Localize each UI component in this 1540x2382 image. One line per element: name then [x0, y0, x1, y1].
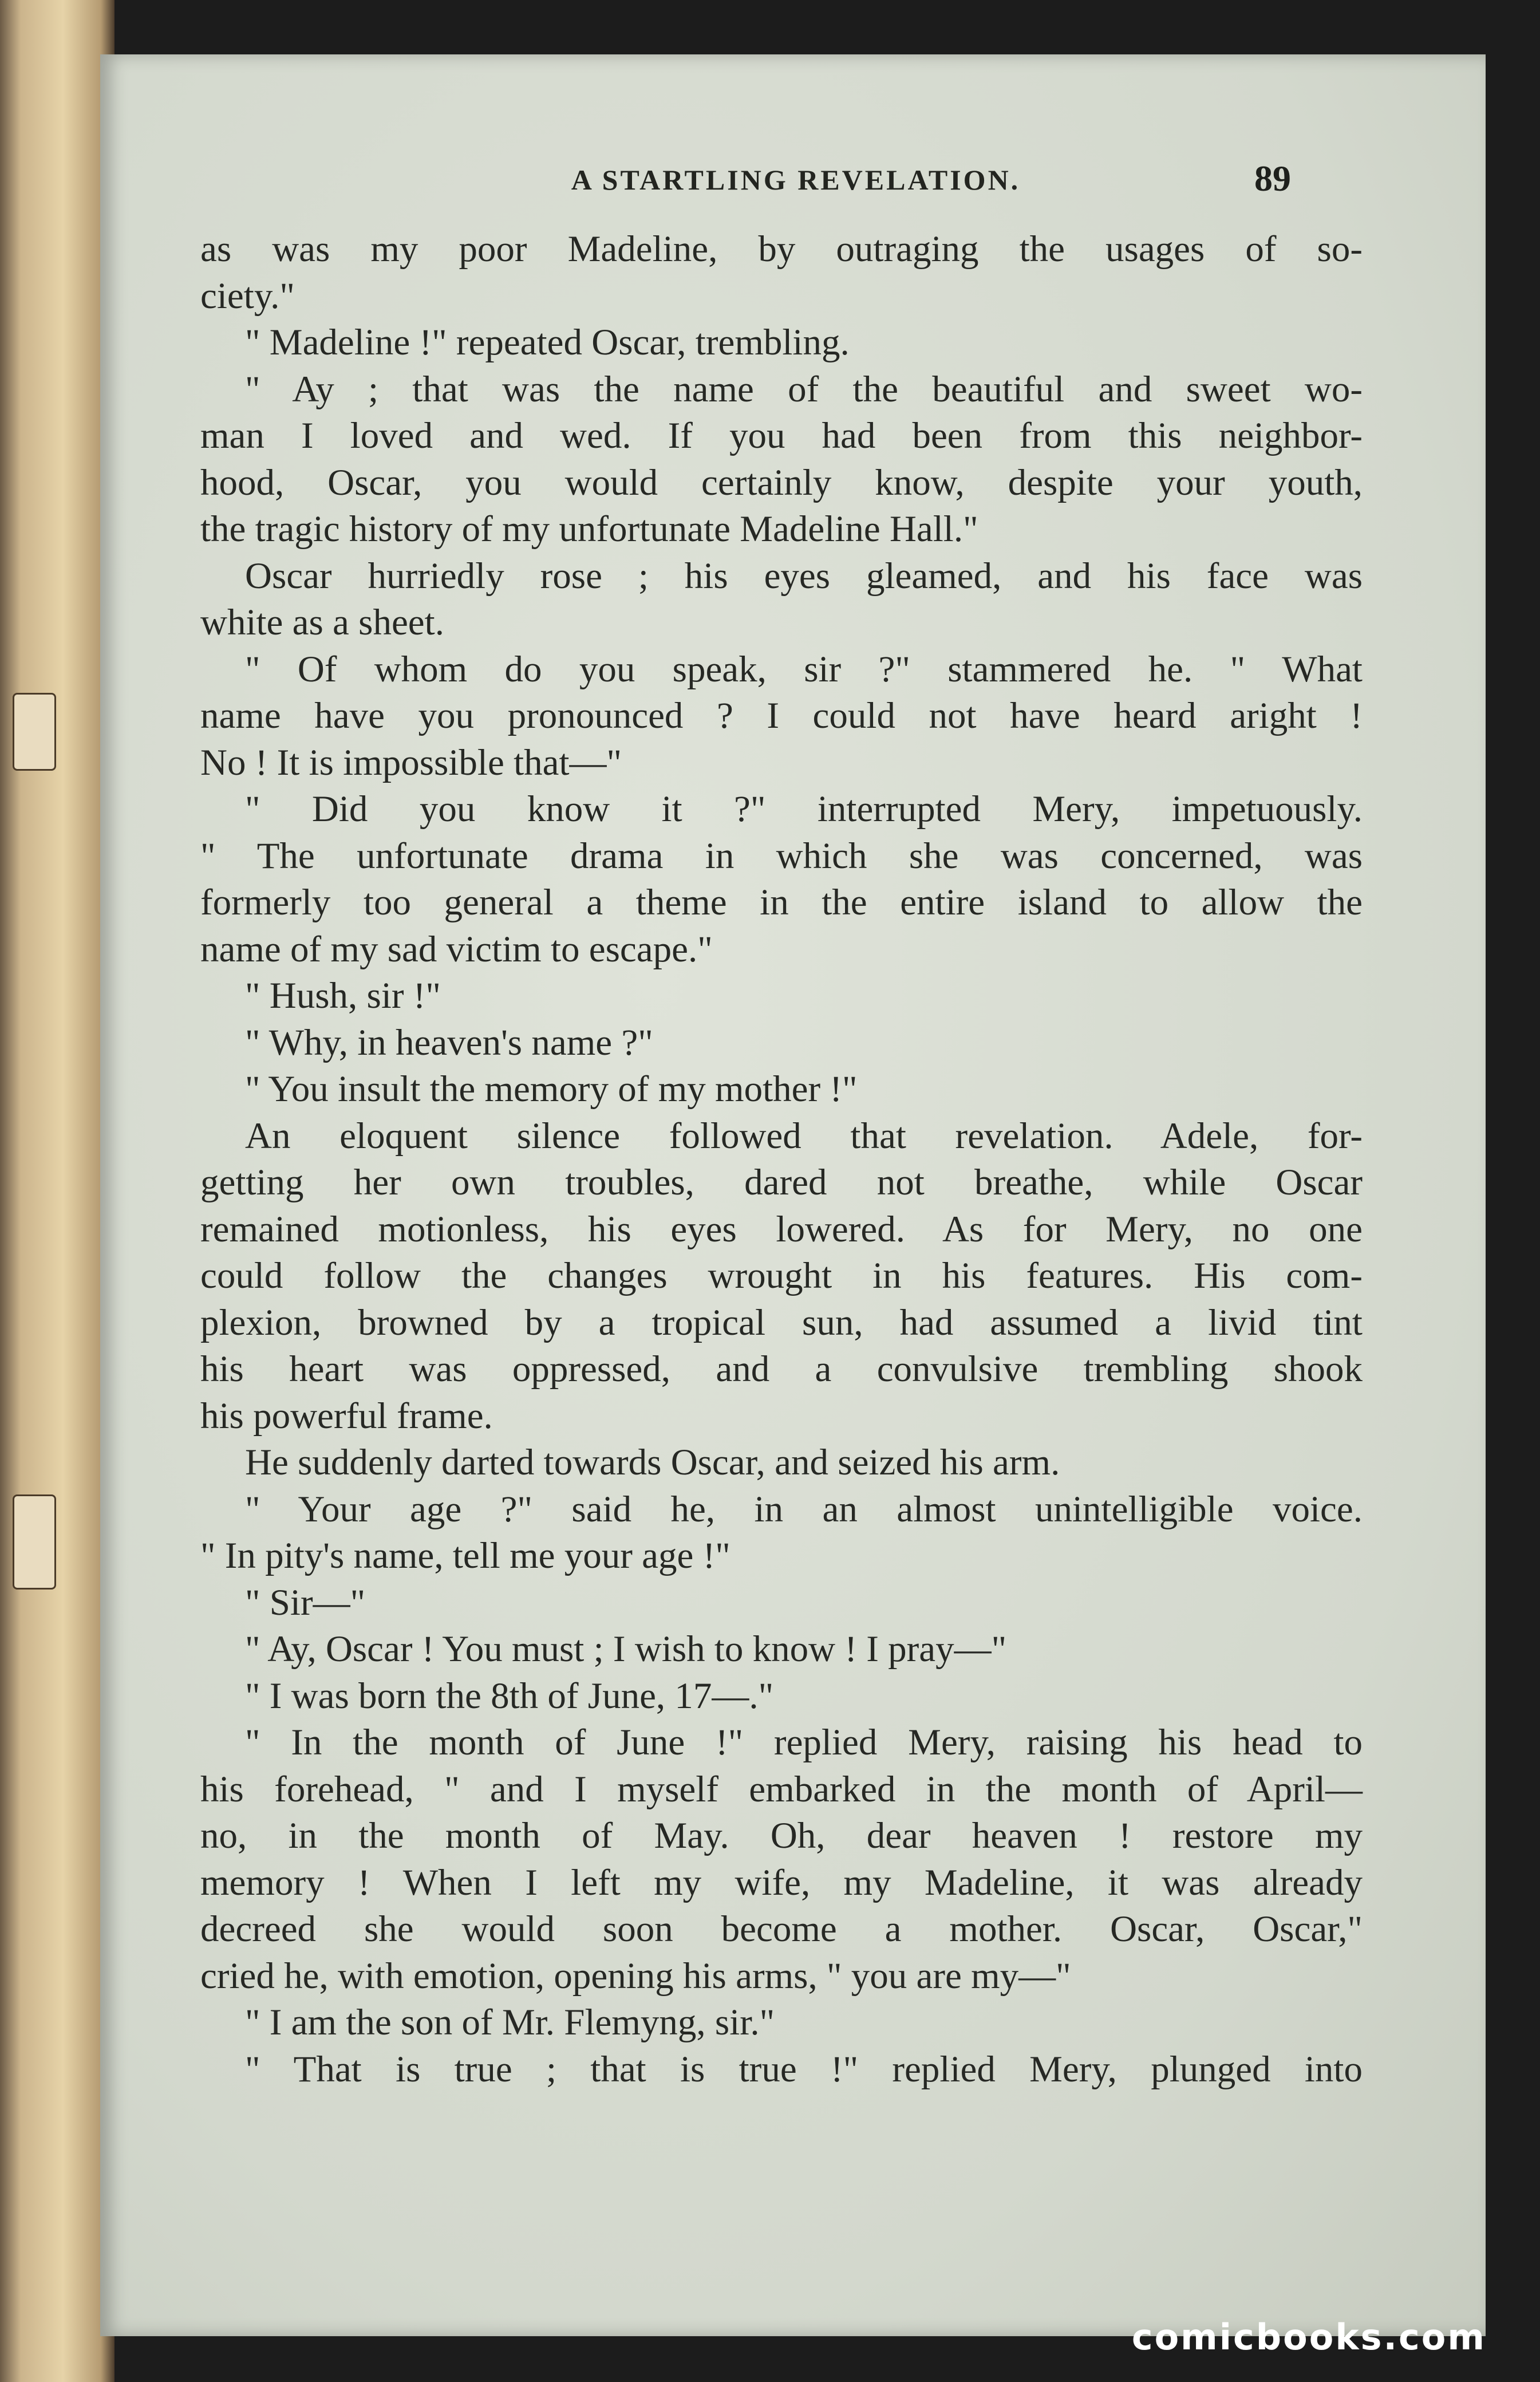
text-line: his powerful frame. [200, 1395, 493, 1437]
text-line: name of my sad victim to escape." [200, 928, 713, 970]
text-line: ciety." [200, 275, 295, 317]
text-line: his heart was oppressed, and a convulsive trembling shook [200, 1348, 1363, 1390]
text-line: " Ay ; that was the name of the beautiful and sweet wo- [245, 368, 1363, 410]
text-line: " The unfortunate drama in which she was concerned, was [200, 835, 1363, 877]
text-line: " Why, in heaven's name ?" [245, 1022, 653, 1063]
text-line: " Of whom do you speak, sir ?" stammered he. " What [245, 648, 1363, 690]
text-line: " I was born the 8th of June, 17—." [245, 1675, 774, 1717]
text-line: could follow the changes wrought in his features. His com- [200, 1255, 1363, 1296]
text-line: He suddenly darted towards Oscar, and seized his arm. [245, 1442, 1060, 1483]
text-line: cried he, with emotion, opening his arms, " you are my—" [200, 1955, 1071, 1997]
text-line: decreed she would soon become a mother. Oscar, Oscar," [200, 1908, 1363, 1950]
text-line: An eloquent silence followed that revelation. Adele, for- [245, 1115, 1363, 1157]
text-line: " That is true ; that is true !" replied Mery, plunged into [245, 2048, 1363, 2090]
binding-stitch [13, 693, 56, 771]
text-line: the tragic history of my unfortunate Madeline Hall." [200, 508, 978, 550]
text-line: " Sir—" [245, 1582, 366, 1623]
text-line: " You insult the memory of my mother !" [245, 1068, 858, 1110]
book-page [100, 54, 1486, 2336]
text-line: " Your age ?" said he, in an almost unintelligible voice. [245, 1488, 1363, 1530]
text-line: formerly too general a theme in the entire island to allow the [200, 882, 1363, 923]
text-line: " Madeline !" repeated Oscar, trembling. [245, 322, 850, 363]
text-line: getting her own troubles, dared not breathe, while Oscar [200, 1162, 1363, 1203]
running-head [301, 157, 1291, 215]
book-spine [0, 0, 114, 2382]
text-line: " In the month of June !" replied Mery, raising his head to [245, 1722, 1363, 1763]
text-line: no, in the month of May. Oh, dear heaven ! restore my [200, 1815, 1363, 1856]
binding-stitch [13, 1494, 56, 1590]
text-line: his forehead, " and I myself embarked in the month of April— [200, 1768, 1363, 1810]
text-line: Oscar hurriedly rose ; his eyes gleamed, and his face was [245, 555, 1363, 597]
text-line: as was my poor Madeline, by outraging the usages of so- [200, 228, 1363, 270]
text-line: " Hush, sir !" [245, 975, 441, 1016]
text-line: name have you pronounced ? I could not have heard aright ! [200, 695, 1363, 736]
text-line: plexion, browned by a tropical sun, had assumed a livid tint [200, 1302, 1363, 1343]
body-text [200, 226, 1363, 2093]
text-line: hood, Oscar, you would certainly know, despite your youth, [200, 462, 1363, 503]
text-line: " Ay, Oscar ! You must ; I wish to know ! I pray—" [245, 1628, 1007, 1670]
text-line: man I loved and wed. If you had been from this neighbor- [200, 415, 1363, 456]
text-line: white as a sheet. [200, 602, 444, 643]
page-number: 89 [1254, 158, 1291, 199]
text-line: No ! It is impossible that—" [200, 742, 622, 783]
text-line: memory ! When I left my wife, my Madeline, it was already [200, 1862, 1363, 1903]
watermark: comicbooks.com [1131, 2316, 1486, 2358]
text-line: " I am the son of Mr. Flemyng, sir." [245, 2002, 775, 2043]
text-line: " In pity's name, tell me your age !" [200, 1535, 730, 1576]
text-line: " Did you know it ?" interrupted Mery, impetuously. [245, 788, 1363, 830]
text-line: remained motionless, his eyes lowered. As for Mery, no one [200, 1208, 1363, 1250]
chapter-title: A STARTLING REVELATION. [571, 164, 1021, 196]
